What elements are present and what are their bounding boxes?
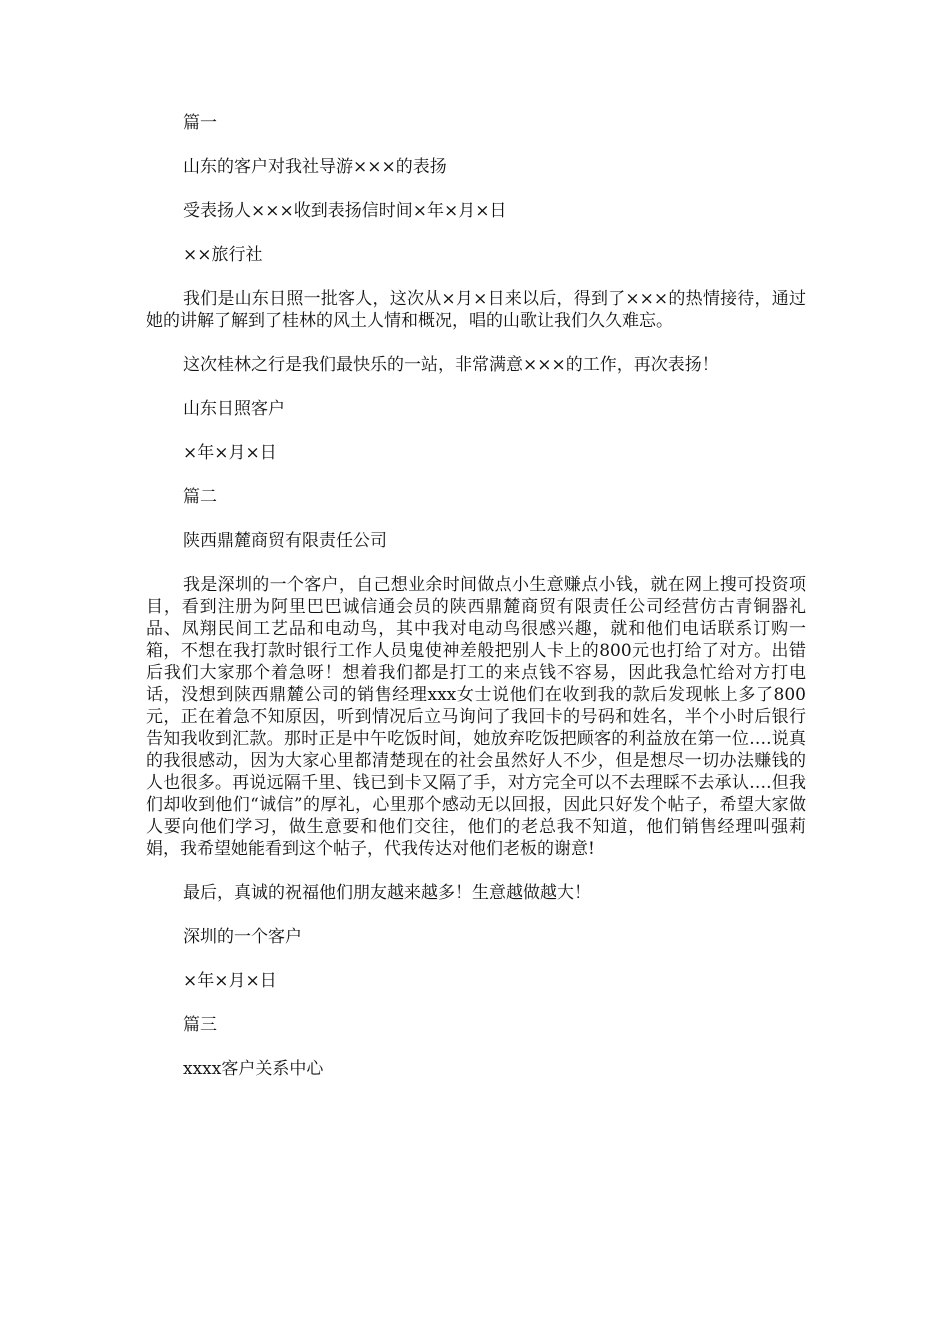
section-1-title: 山东的客户对我社导游×××的表扬 [183,157,447,177]
section-2-date: ×年×月×日 [183,971,277,991]
section-1-body-paragraph-2: 这次桂林之行是我们最快乐的一站，非常满意×××的工作，再次表扬！ [183,355,719,375]
section-2-body-paragraph-2: 最后，真诚的祝福他们朋友越来越多！生意越做越大！ [183,883,591,903]
section-2-signature: 深圳的一个客户 [183,927,302,947]
section-1-date: ×年×月×日 [183,443,277,463]
section-1-signature: 山东日照客户 [183,399,285,419]
section-1-body-paragraph-1: 我们是山东日照一批客人，这次从×月×日来以后，得到了×××的热情接待，通过她的讲解了解到了桂林的风土人情和概况，唱的山歌让我们久久难忘。 [146,289,806,331]
section-2-heading: 篇二 [183,487,217,507]
section-3-recipient: xxxx客户关系中心 [183,1059,324,1079]
section-3-heading: 篇三 [183,1015,217,1035]
document-page [146,112,806,1102]
section-2-recipient: 陕西鼎麓商贸有限责任公司 [183,531,387,551]
section-1-recipient: ××旅行社 [183,245,263,265]
section-2-body-paragraph-1: 我是深圳的一个客户，自己想业余时间做点小生意赚点小钱，就在网上搜可投资项目，看到注册为阿里巴巴诚信通会员的陕西鼎麓商贸有限责任公司经营仿古青铜器礼品、凤翔民间工艺品和电动鸟，其中我对电动鸟很感兴趣，就和他们电话联系订购一箱，不想在我打款时银行工作人员鬼使神差般把别人卡上的800元也打给了对方。出错后我们大家那个着急呀！想着我们都是打工的来点钱不容易，因此我急忙给对方打电话，没想到陕西鼎麓公司的销售经理xxx女士说他们在收到我的款后发现帐上多了800元，正在着急不知原因，听到情况后立马询问了我回卡的号码和姓名，半个小时后银行告知我收到汇款。那时正是中午吃饭时间，她放弃吃饭把顾客的利益放在第一位….说真的我很感动，因为大家心里都清楚现在的社会虽然好人不少，但是想尽一切办法赚钱的人也很多。再说远隔千里、钱已到卡又隔了手，对方完全可以不去理睬不去承认….但我们却收到他们“诚信”的厚礼，心里那个感动无以回报，因此只好发个帖子，希望大家做人要向他们学习，做生意要和他们交往，他们的老总我不知道，他们销售经理叫强莉娟，我希望她能看到这个帖子，代我传达对他们老板的谢意! [146,575,806,859]
section-1-heading: 篇一 [183,113,217,133]
section-1-meta: 受表扬人×××收到表扬信时间×年×月×日 [183,201,507,221]
